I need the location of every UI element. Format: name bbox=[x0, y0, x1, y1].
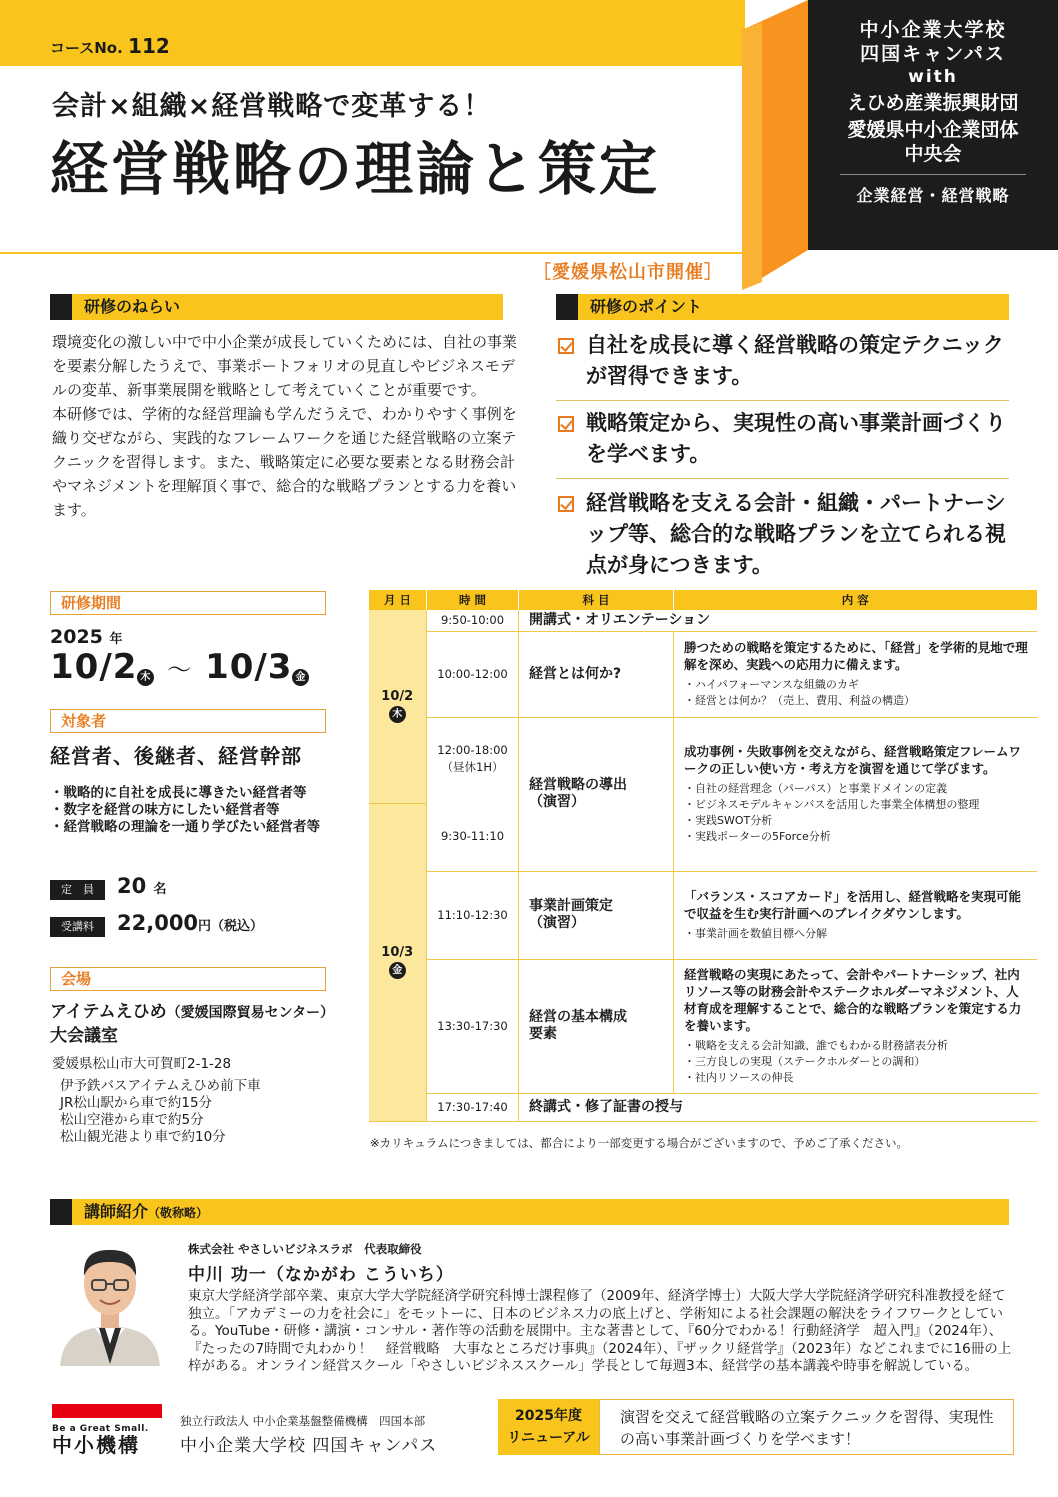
venue-heading: 会場 bbox=[50, 967, 326, 991]
partner-line: 中央会 bbox=[904, 143, 962, 165]
point-item bbox=[556, 488, 1009, 589]
logo-tagline: Be a Great Small. bbox=[52, 1424, 149, 1434]
divider bbox=[840, 174, 1026, 175]
start-date: 10/2 bbox=[50, 647, 138, 687]
checkbox-icon bbox=[558, 496, 574, 512]
time-cell: 9:50-10:00 bbox=[427, 610, 519, 631]
course-label: コースNo. bbox=[50, 39, 123, 57]
time-cell: 17:30-17:40 bbox=[427, 1093, 519, 1121]
day-date: 10/2 bbox=[381, 689, 414, 705]
content-bullet: ・経営とは何か？（売上、費用、利益の構造） bbox=[684, 694, 915, 707]
aim-paragraph: 本研修では、学術的な経営理論も学んだうえで、わかりやすく事例を織り交ぜながら、実践的なフレームワークを通じた経営戦略の立案テクニックを習得します。また、戦略策定に必要な要素となる財務会計やマネジメントを理解頂く事で、総合的な戦略プランとする力を養います。 bbox=[52, 405, 517, 519]
schedule-table bbox=[368, 590, 1036, 1122]
date-separator: ～ bbox=[167, 656, 193, 684]
content-bullet: ・戦略を支える会計知識、誰でもわかる財務諸表分析 bbox=[684, 1039, 948, 1052]
checkbox-icon bbox=[558, 416, 574, 432]
aim-paragraph: 環境変化の激しい中で中小企業が成長していくためには、自社の事業を要素分解したうえで、事業ポートフォリオの見直しやビジネスモデルの変革、新事業展開を戦略として考えていくことが重要です。 bbox=[52, 333, 518, 399]
instructor-heading: 講師紹介 bbox=[84, 1202, 149, 1221]
capacity-value bbox=[117, 874, 167, 898]
content-bullet: ・実践SWOT分析 bbox=[684, 814, 773, 827]
content-lead: 「バランス・スコアカード」を活用し、経営戦略を実現可能で収益を生む実行計画へのブレイクダウンします。 bbox=[684, 889, 1022, 921]
renewal-badge bbox=[498, 1399, 599, 1455]
venue-room: 大会議室 bbox=[50, 1026, 118, 1046]
list-item: ・戦略的に自社を成長に導きたい経営者等 bbox=[50, 785, 307, 801]
time-note: （昼休1H） bbox=[441, 759, 504, 774]
organizer-line: 中小企業大学校 bbox=[859, 19, 1007, 41]
point-text: 戦略策定から、実現性の高い事業計画づくりを学べます。 bbox=[586, 411, 1006, 466]
access-line: 伊予鉄バスアイテムえひめ前下車 bbox=[60, 1078, 261, 1094]
column-header: 内 容 bbox=[674, 590, 1037, 610]
content-bullet: ・社内リソースの伸長 bbox=[684, 1071, 794, 1084]
subject-value: 事業計画策定 bbox=[529, 898, 613, 914]
content-bullet: ・事業計画を数値目標へ分解 bbox=[684, 927, 827, 940]
day-cell bbox=[369, 610, 427, 803]
column-header: 科 目 bbox=[519, 590, 674, 610]
period-heading: 研修期間 bbox=[50, 591, 326, 615]
instructor-photo bbox=[55, 1236, 165, 1366]
subtitle: 会計×組織×経営戦略で変革する！ bbox=[52, 91, 492, 122]
venue-access bbox=[60, 1078, 261, 1146]
weekday-badge: 金 bbox=[292, 669, 309, 686]
content-lead: 勝つための戦略を策定するために、「経営」を学術的見地で理解を深め、実践への応用力に備えます。 bbox=[684, 640, 1028, 672]
capacity-label: 定 員 bbox=[50, 880, 105, 900]
subject-cell: 終講式・修了証書の授与 bbox=[519, 1093, 1037, 1121]
content-cell bbox=[674, 871, 1037, 959]
subject-cell: 経営とは何か? bbox=[519, 631, 674, 717]
list-item: ・経営戦略の理論を一通り学びたい経営者等 bbox=[50, 819, 320, 835]
capacity-unit: 名 bbox=[153, 882, 167, 897]
orange-fold-decoration bbox=[742, 0, 812, 290]
time-cell: 9:30-11:10 bbox=[427, 803, 519, 871]
organizer-name bbox=[808, 18, 1058, 66]
target-heading: 対象者 bbox=[50, 709, 326, 733]
instructor-heading-note: （敬称略） bbox=[148, 1206, 209, 1220]
table-row bbox=[369, 717, 1037, 803]
fee-number: 22,000 bbox=[117, 911, 199, 935]
period-year bbox=[50, 626, 123, 648]
time-cell: 11:10-12:30 bbox=[427, 871, 519, 959]
aim-text bbox=[52, 330, 522, 522]
column-header: 月 日 bbox=[369, 590, 427, 610]
time-cell: 13:30-17:30 bbox=[427, 959, 519, 1093]
target-main: 経営者、後継者、経営幹部 bbox=[50, 744, 302, 768]
content-cell bbox=[674, 631, 1037, 717]
weekday-badge: 木 bbox=[137, 669, 154, 686]
instructor-name: 中川 功一（なかがわ こういち） bbox=[188, 1265, 454, 1285]
subject-note: （演習） bbox=[529, 915, 585, 931]
end-date: 10/3 bbox=[205, 647, 293, 687]
organizer-line: 四国キャンパス bbox=[860, 43, 1006, 65]
instructor-company: 株式会社 やさしいビジネスラボ 代表取締役 bbox=[188, 1242, 422, 1256]
subject-value: 経営戦略の導出 bbox=[529, 777, 627, 793]
period-dates bbox=[50, 647, 309, 687]
renewal-text: 演習を交えて経営戦略の立案テクニックを習得、実現性の高い事業計画づくりを学べます！ bbox=[599, 1399, 1014, 1455]
content-bullet: ・ハイパフォーマンスな組織のカギ bbox=[684, 678, 859, 691]
time-cell bbox=[427, 717, 519, 803]
point-text: 自社を成長に導く経営戦略の策定テクニックが習得できます。 bbox=[586, 333, 1004, 388]
partners bbox=[808, 88, 1058, 166]
target-list bbox=[50, 785, 320, 836]
venue-name-main: アイテムえひめ bbox=[50, 1002, 167, 1022]
fee-label: 受講料 bbox=[50, 917, 105, 937]
fee-value bbox=[117, 911, 263, 935]
table-row bbox=[369, 871, 1037, 959]
fee-unit: 円（税込） bbox=[198, 919, 264, 934]
weekday-badge: 金 bbox=[389, 962, 406, 979]
content-bullet: ・自社の経営理念（パーパス）と事業ドメインの定義 bbox=[684, 782, 948, 795]
header-divider bbox=[0, 252, 770, 254]
access-line: 松山空港から車で約5分 bbox=[60, 1112, 204, 1128]
table-row bbox=[369, 631, 1037, 717]
content-bullet: ・ビジネスモデルキャンバスを活用した事業全体構想の整理 bbox=[684, 798, 980, 811]
renewal-line: リニューアル bbox=[507, 1430, 590, 1446]
course-number bbox=[50, 34, 170, 58]
content-cell bbox=[674, 959, 1037, 1093]
table-row bbox=[369, 1093, 1037, 1121]
day-date: 10/3 bbox=[381, 945, 414, 960]
table-row bbox=[369, 610, 1037, 631]
footer-org: 独立行政法人 中小企業基盤整備機構 四国本部 bbox=[180, 1414, 426, 1428]
point-item bbox=[556, 408, 1009, 479]
logo-bar bbox=[52, 1404, 162, 1418]
subject-cell bbox=[519, 871, 674, 959]
access-line: JR松山駅から車で約15分 bbox=[60, 1095, 213, 1111]
partner-line: 愛媛県中小企業団体 bbox=[847, 119, 1019, 141]
column-header: 時 間 bbox=[427, 590, 519, 610]
content-lead: 経営戦略の実現にあたって、会計やパートナーシップ、社内リソース等の財務会計やステークホルダーマネジメント、人材育成を理解することで、総合的な戦略プランを策定する力を養います。 bbox=[684, 967, 1022, 1033]
checkbox-icon bbox=[558, 338, 574, 354]
day-cell bbox=[369, 803, 427, 1121]
content-bullet: ・実践ポーターの5Force分析 bbox=[684, 830, 831, 843]
subject-cell: 開講式・オリエンテーション bbox=[519, 610, 1037, 631]
year-value: 2025 bbox=[50, 626, 103, 648]
with-label: with bbox=[908, 67, 958, 87]
subject-note: 要素 bbox=[529, 1026, 557, 1042]
venue-name bbox=[50, 1001, 334, 1048]
course-no-value: 112 bbox=[128, 34, 170, 58]
schedule-note: ※カリキュラムにつきましては、都合により一部変更する場合がございますので、予めご了承ください。 bbox=[370, 1136, 909, 1150]
content-bullet: ・三方良しの実現（ステークホルダーとの調和） bbox=[684, 1055, 926, 1068]
partner-line: えひめ産業振興財団 bbox=[847, 92, 1019, 114]
instructor-bio: 東京大学経済学部卒業、東京大学大学院経済学研究科博士課程修了（2009年、経済学博士）大阪大学大学院経済学研究科准教授を経て独立。「アカデミーの力を社会に」をモットーに、日本のビジネス力の底上げと、学術知による社会課題の解決をライフワークとしている。YouTube・研修・講演・コンサル・著作等の活動を展開中。主な著書として、『60分でわかる！行動経済学 超入門』（2024年）、『たったの7時間で丸わかり！ 経営戦略 大事なところだけ事典』（2024年）、『ザックリ経営学』（2023年）などこれまでに16冊の上梓がある。オンライン経営スクール「やさしいビジネススクール」学長として毎週3本、経営学の基本講義や時事を解説している。 bbox=[188, 1288, 1012, 1374]
point-item bbox=[556, 330, 1009, 401]
renewal-line: 2025年度 bbox=[515, 1408, 582, 1424]
content-cell bbox=[674, 717, 1037, 871]
venue-address: 愛媛県松山市大可賀町2-1-28 bbox=[52, 1056, 232, 1072]
section-header-instructor bbox=[50, 1199, 1009, 1225]
table-row bbox=[369, 959, 1037, 1093]
smrj-logo bbox=[52, 1404, 162, 1456]
footer-campus: 中小企業大学校 四国キャンパス bbox=[180, 1436, 438, 1456]
point-text: 経営戦略を支える会計・組織・パートナーシップ等、総合的な戦略プランを立てられる視点が身につきます。 bbox=[586, 491, 1006, 577]
subject-value: 経営の基本構成 bbox=[529, 1009, 627, 1025]
venue-tag: ［愛媛県松山市開催］ bbox=[533, 262, 723, 283]
category-label: 企業経営・経営戦略 bbox=[856, 186, 1010, 205]
weekday-badge: 木 bbox=[389, 706, 406, 723]
venue-name-sub: （愛媛国際貿易センター） bbox=[166, 1005, 335, 1021]
year-unit: 年 bbox=[109, 632, 123, 647]
subject-cell bbox=[519, 717, 674, 871]
section-header-aim: 研修のねらい bbox=[50, 294, 503, 320]
section-header-points: 研修のポイント bbox=[556, 294, 1009, 320]
time-value: 12:00-18:00 bbox=[437, 742, 508, 757]
organizer-box bbox=[808, 0, 1058, 250]
access-line: 松山観光港より車で約10分 bbox=[60, 1129, 226, 1145]
list-item: ・数字を経営の味方にしたい経営者等 bbox=[50, 802, 280, 818]
content-lead: 成功事例・失敗事例を交えながら、経営戦略策定フレームワークの正しい使い方・考え方を演習を通じて学びます。 bbox=[684, 744, 1022, 776]
page-title: 経営戦略の理論と策定 bbox=[50, 135, 661, 203]
subject-cell bbox=[519, 959, 674, 1093]
logo-name: 中小機構 bbox=[52, 1433, 140, 1457]
time-cell: 10:00-12:00 bbox=[427, 631, 519, 717]
subject-note: （演習） bbox=[529, 794, 585, 810]
capacity-number: 20 bbox=[117, 874, 147, 898]
